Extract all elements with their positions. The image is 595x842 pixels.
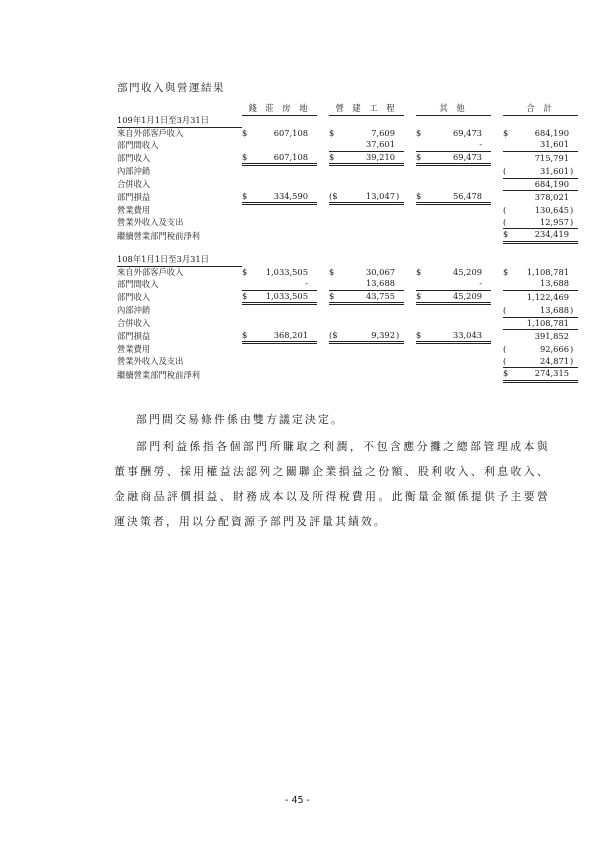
currency-symbol [416,139,426,151]
cell-value: 33,043 [426,330,483,343]
close-paren [570,317,578,330]
currency-symbol [416,217,426,229]
close-paren [309,217,317,229]
currency-symbol: $ [242,151,252,165]
close-paren [570,178,578,191]
currency-symbol [416,343,426,356]
close-paren [570,151,578,165]
cell-value: 13,688 [339,278,396,290]
close-paren [309,356,317,368]
close-paren [570,266,578,278]
cell-value [339,165,396,178]
spacer-row [117,243,578,255]
cell-value [252,165,309,178]
cell-value: 13,688 [513,278,570,290]
table-row [117,178,578,191]
table-row [117,217,578,229]
close-paren [396,217,404,229]
header-real-estate: 錢 莊 房 地 [242,103,317,115]
cell-value [426,165,483,178]
row-label: 內部沖銷 [117,166,151,177]
close-paren [396,317,404,330]
row-label: 來自外部客戶收入 [117,266,184,277]
segment-results-table [117,103,578,383]
close-paren [396,290,404,304]
close-paren: ) [570,344,574,355]
cell-value [339,178,396,191]
table-row [117,151,578,165]
close-paren [570,330,578,343]
currency-symbol [329,217,339,229]
cell-value [252,368,309,382]
cell-value: 45,209 [426,290,483,304]
cell-value [339,304,396,317]
currency-symbol: ($ [329,330,339,343]
close-paren: ) [570,356,578,368]
close-paren [483,278,491,290]
currency-symbol [242,178,252,191]
table-row [117,330,578,343]
close-paren [483,165,491,178]
close-paren: ) [396,191,404,204]
close-paren [570,368,578,382]
cell-value: 1,033,505 [265,266,308,277]
table-row [117,139,578,151]
cell-value [252,204,309,217]
cell-value: 12,957 [513,217,570,229]
currency-symbol: $ [242,290,252,304]
currency-symbol: $ [416,151,426,165]
cell-value: 607,108 [273,127,308,138]
currency-symbol: ( [503,304,513,317]
close-paren [396,266,404,278]
currency-symbol [242,343,252,356]
currency-symbol [242,304,252,317]
close-paren [483,151,491,165]
table-row [117,229,578,243]
currency-symbol: $ [242,330,252,343]
currency-symbol: ( [503,165,513,178]
currency-symbol [242,139,252,151]
row-label: 營業費用 [117,344,151,355]
close-paren [570,278,578,290]
cell-value [252,356,309,368]
close-paren [570,191,578,204]
close-paren [570,229,578,243]
cell-value [339,343,396,356]
close-paren [309,368,317,382]
currency-symbol: $ [329,266,335,277]
cell-value [339,356,396,368]
cell-value [339,229,396,243]
currency-symbol [329,139,339,151]
currency-symbol [242,317,252,330]
cell-value [252,304,309,317]
currency-symbol [416,304,426,317]
row-label: 合併收入 [117,318,151,328]
header-total: 合 計 [503,103,578,115]
close-paren [309,151,317,165]
close-paren [483,191,491,204]
table-row [117,317,578,330]
close-paren [570,127,578,139]
cell-value: 69,473 [452,127,482,138]
currency-symbol: $ [503,127,509,138]
row-label: 繼續營業部門稅前淨利 [117,369,200,380]
currency-symbol [242,368,252,382]
table-row [117,343,578,356]
currency-symbol: $ [416,127,422,138]
close-paren [483,266,491,278]
cell-value: 31,601 [513,139,570,151]
cell-value: 9,392 [339,330,396,343]
cell-value: 368,201 [252,330,309,343]
cell-value: 715,791 [534,153,570,164]
close-paren [483,356,491,368]
cell-value: 684,190 [534,127,570,138]
row-label: 合併收入 [117,179,151,190]
close-paren [396,151,404,165]
close-paren: ) [570,217,578,229]
cell-value [339,368,396,382]
cell-value [339,204,396,217]
table-row [117,204,578,217]
period-title: 108年1月1日至3月31日 [117,254,242,266]
cell-value: 130,645 [534,205,570,216]
paragraph-transaction-terms: 部門間交易條件係由雙方議定決定。 [136,413,344,426]
cell-value [426,368,483,382]
close-paren [483,127,491,139]
close-paren: ) [570,205,574,216]
cell-value: 391,852 [534,331,570,342]
row-label: 營業外收入及支出 [117,217,184,228]
currency-symbol: $ [416,290,426,304]
close-paren [309,290,317,304]
currency-symbol: $ [416,266,422,277]
row-label: 部門損益 [117,192,151,203]
table-row [117,278,578,290]
close-paren [309,178,317,191]
currency-symbol [329,368,339,382]
currency-symbol [329,204,339,217]
close-paren [309,317,317,330]
cell-value: 1,108,781 [513,317,570,330]
currency-symbol: ( [503,344,507,355]
currency-symbol [503,330,513,343]
cell-value: 1,108,781 [526,266,570,277]
close-paren [309,304,317,317]
cell-value [426,317,483,330]
currency-symbol: ( [503,217,513,229]
cell-value: 274,315 [513,368,570,382]
close-paren [396,127,404,139]
table-body [117,115,578,381]
cell-value [426,217,483,229]
cell-value: 45,209 [452,266,482,277]
cell-value: 1,122,469 [526,292,570,303]
close-paren [396,304,404,317]
cell-value: 69,473 [426,151,483,165]
currency-symbol: $ [329,127,335,138]
close-paren [396,204,404,217]
cell-value [252,139,309,151]
row-label: 部門收入 [117,153,151,164]
close-paren [483,304,491,317]
close-paren [309,165,317,178]
currency-symbol: $ [416,191,426,204]
currency-symbol [503,178,513,191]
cell-value: 13,047 [339,191,396,204]
cell-value: 378,021 [534,192,570,203]
table-row [117,266,578,278]
currency-symbol [242,217,252,229]
row-label: 部門間收入 [117,139,159,150]
header-other: 其 他 [416,103,491,115]
close-paren [396,229,404,243]
currency-symbol [242,204,252,217]
currency-symbol: $ [242,266,248,277]
currency-symbol: $ [242,127,248,138]
currency-symbol: $ [503,368,513,382]
close-paren [396,356,404,368]
table-row [117,290,578,304]
row-label: 營業外收入及支出 [117,356,184,367]
cell-value [252,178,309,191]
page-number: - 45 - [285,795,310,806]
close-paren [483,139,491,151]
close-paren [483,204,491,217]
currency-symbol [329,165,339,178]
period-title-row [117,115,578,127]
currency-symbol [416,165,426,178]
close-paren [483,330,491,343]
cell-value [252,229,309,243]
row-label: 部門損益 [117,331,151,342]
row-label: 來自外部客戶收入 [117,127,184,138]
currency-symbol [329,229,339,243]
cell-value [426,356,483,368]
currency-symbol: $ [242,191,252,204]
row-label: 內部沖銷 [117,305,151,316]
currency-symbol [329,356,339,368]
cell-value: 1,033,505 [252,290,309,304]
cell-value [426,204,483,217]
currency-symbol: ( [503,205,507,216]
table-row [117,304,578,317]
close-paren [396,343,404,356]
row-label: 部門間收入 [117,278,159,289]
close-paren [396,139,404,151]
cell-value: 334,590 [252,191,309,204]
currency-symbol [242,356,252,368]
currency-symbol [242,229,252,243]
cell-value: 7,609 [371,127,395,138]
currency-symbol [242,278,252,290]
cell-value: 92,666 [539,344,570,355]
close-paren [396,165,404,178]
currency-symbol [416,278,426,290]
cell-value: 13,688 [513,304,570,317]
cell-value [426,178,483,191]
currency-symbol: $ [503,229,513,243]
cell-value: 24,871 [513,356,570,368]
cell-value [426,304,483,317]
cell-value [426,343,483,356]
period-title-row [117,254,578,266]
row-label: 部門收入 [117,292,151,303]
close-paren [309,330,317,343]
close-paren [309,229,317,243]
table-header-row [117,103,578,115]
close-paren [309,127,317,139]
cell-value: 31,601 [513,165,570,178]
row-label: 繼續營業部門稅前淨利 [117,230,200,241]
cell-value [252,343,309,356]
table-row [117,165,578,178]
close-paren [396,368,404,382]
currency-symbol [416,229,426,243]
cell-value: 39,210 [339,151,396,165]
close-paren [483,317,491,330]
table-row [117,368,578,382]
currency-symbol [416,317,426,330]
cell-value [339,317,396,330]
close-paren [309,343,317,356]
cell-value: 684,190 [513,178,570,191]
currency-symbol: $ [329,290,339,304]
cell-value: - [426,278,483,290]
cell-value [339,217,396,229]
currency-symbol [416,204,426,217]
currency-symbol [503,151,513,165]
cell-value: 30,067 [365,266,395,277]
header-construction: 營 建 工 程 [329,103,404,115]
currency-symbol [416,356,426,368]
close-paren [309,191,317,204]
notes-text [114,407,550,534]
period-title: 109年1月1日至3月31日 [117,115,242,127]
cell-value [426,229,483,243]
cell-value [252,217,309,229]
cell-value: 43,755 [339,290,396,304]
currency-symbol: ($ [329,191,339,204]
currency-symbol: $ [329,151,339,165]
table-row [117,191,578,204]
close-paren [396,178,404,191]
close-paren [309,139,317,151]
section-title: 部門收入與營運結果 [117,82,225,94]
currency-symbol [242,165,252,178]
close-paren: ) [570,304,578,317]
row-label: 營業費用 [117,205,151,216]
cell-value: 37,601 [339,139,396,151]
close-paren [483,290,491,304]
currency-symbol [329,304,339,317]
close-paren [483,217,491,229]
cell-value: 607,108 [252,151,309,165]
currency-symbol: ( [503,356,513,368]
currency-symbol [329,278,339,290]
currency-symbol [329,317,339,330]
currency-symbol [503,278,513,290]
currency-symbol [329,343,339,356]
currency-symbol [503,290,513,304]
currency-symbol [329,178,339,191]
close-paren [570,290,578,304]
cell-value [252,317,309,330]
close-paren [396,278,404,290]
close-paren [570,139,578,151]
cell-value: 234,419 [513,229,570,243]
paragraph-segment-profit: 部門利益係指各個部門所賺取之利潤，不包含應分攤之總部管理成本與董事酬勞、採用權益法認列之關聯企業損益之份額、股利收入、利息收入、金融商品評價損益、財務成本以及所得稅費用。此衡量金額係提供予主要營運決策者，用以分配資源予部門及評量其績效。 [114,440,550,528]
close-paren [483,343,491,356]
currency-symbol [416,368,426,382]
currency-symbol [416,178,426,191]
cell-value: - [426,139,483,151]
currency-symbol [503,139,513,151]
currency-symbol: $ [416,330,426,343]
close-paren [483,178,491,191]
currency-symbol [503,191,513,204]
close-paren [483,368,491,382]
close-paren: ) [570,165,578,178]
cell-value: - [252,278,309,290]
close-paren [483,229,491,243]
table-row [117,356,578,368]
close-paren [309,266,317,278]
close-paren [309,278,317,290]
table-row [117,127,578,139]
close-paren: ) [396,330,404,343]
cell-value: 56,478 [426,191,483,204]
currency-symbol: $ [503,266,509,277]
currency-symbol [503,317,513,330]
close-paren [309,204,317,217]
